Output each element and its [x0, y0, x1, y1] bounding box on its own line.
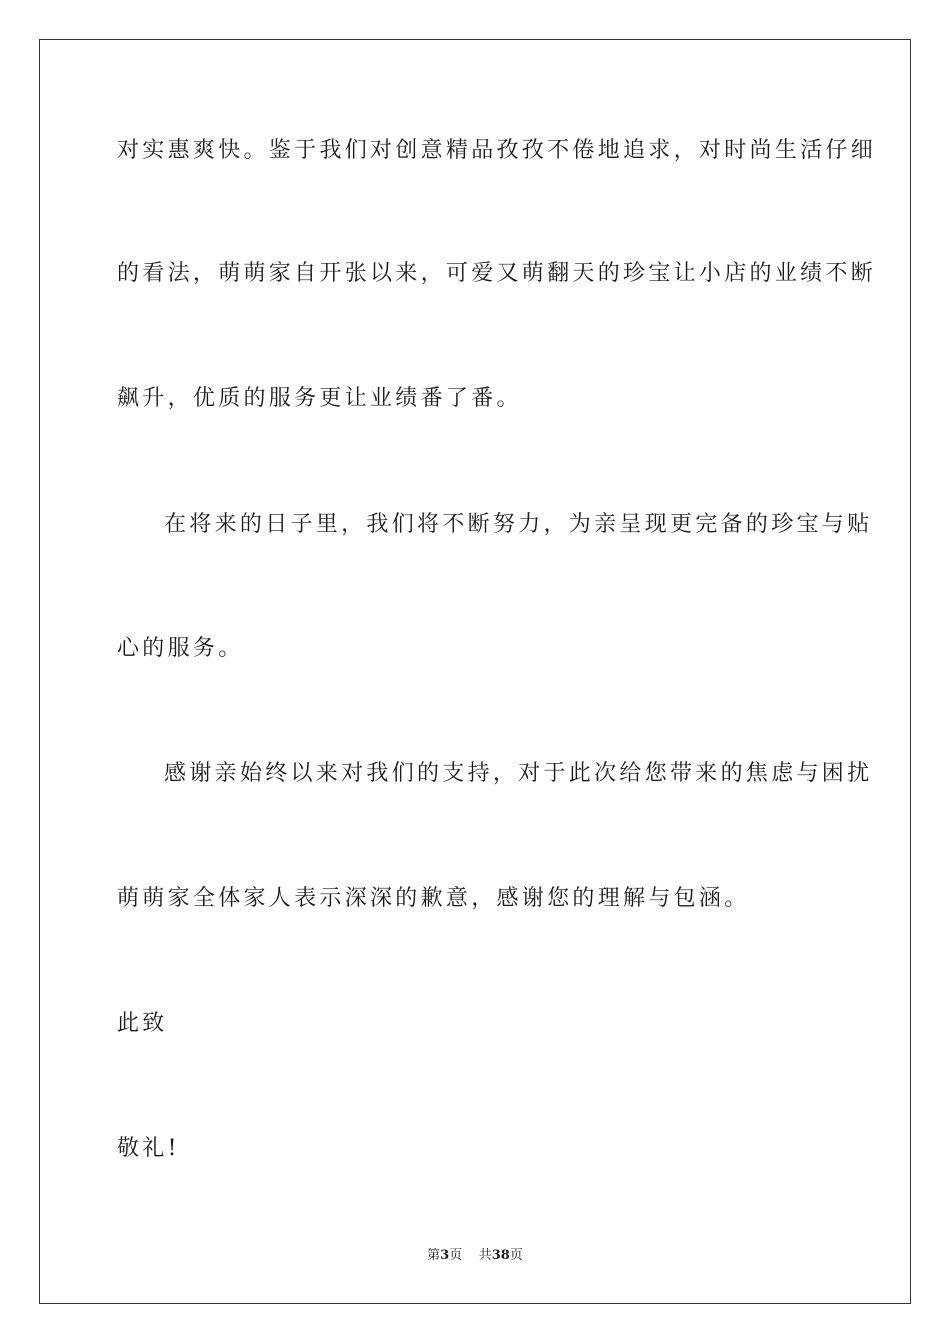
total-suffix: 页 — [509, 1248, 523, 1263]
body-line-2: 的看法，萌萌家自开张以来，可爱又萌翻天的珍宝让小店的业绩不断 — [117, 261, 877, 286]
closing-salutation: 此致 — [117, 1011, 168, 1036]
page-border — [39, 39, 911, 1304]
body-line-7: 萌萌家全体家人表示深深的歉意，感谢您的理解与包涵。 — [117, 886, 750, 911]
page-prefix: 第 — [427, 1248, 441, 1263]
body-line-5: 心的服务。 — [117, 636, 244, 661]
total-pages: 38 — [491, 1248, 510, 1263]
page-number: 3 — [440, 1248, 450, 1263]
body-line-1: 对实惠爽快。鉴于我们对创意精品孜孜不倦地追求，对时尚生活仔细 — [117, 138, 877, 163]
page-suffix: 页 — [449, 1248, 463, 1263]
body-line-6: 感谢亲始终以来对我们的支持，对于此次给您带来的焦虑与困扰 — [164, 761, 873, 786]
total-prefix: 共 — [478, 1248, 492, 1263]
body-line-3: 飙升，优质的服务更让业绩番了番。 — [117, 386, 522, 411]
closing-regards: 敬礼! — [117, 1136, 180, 1161]
page-footer — [0, 1248, 950, 1264]
body-line-4: 在将来的日子里，我们将不断努力，为亲呈现更完备的珍宝与贴 — [164, 512, 873, 537]
